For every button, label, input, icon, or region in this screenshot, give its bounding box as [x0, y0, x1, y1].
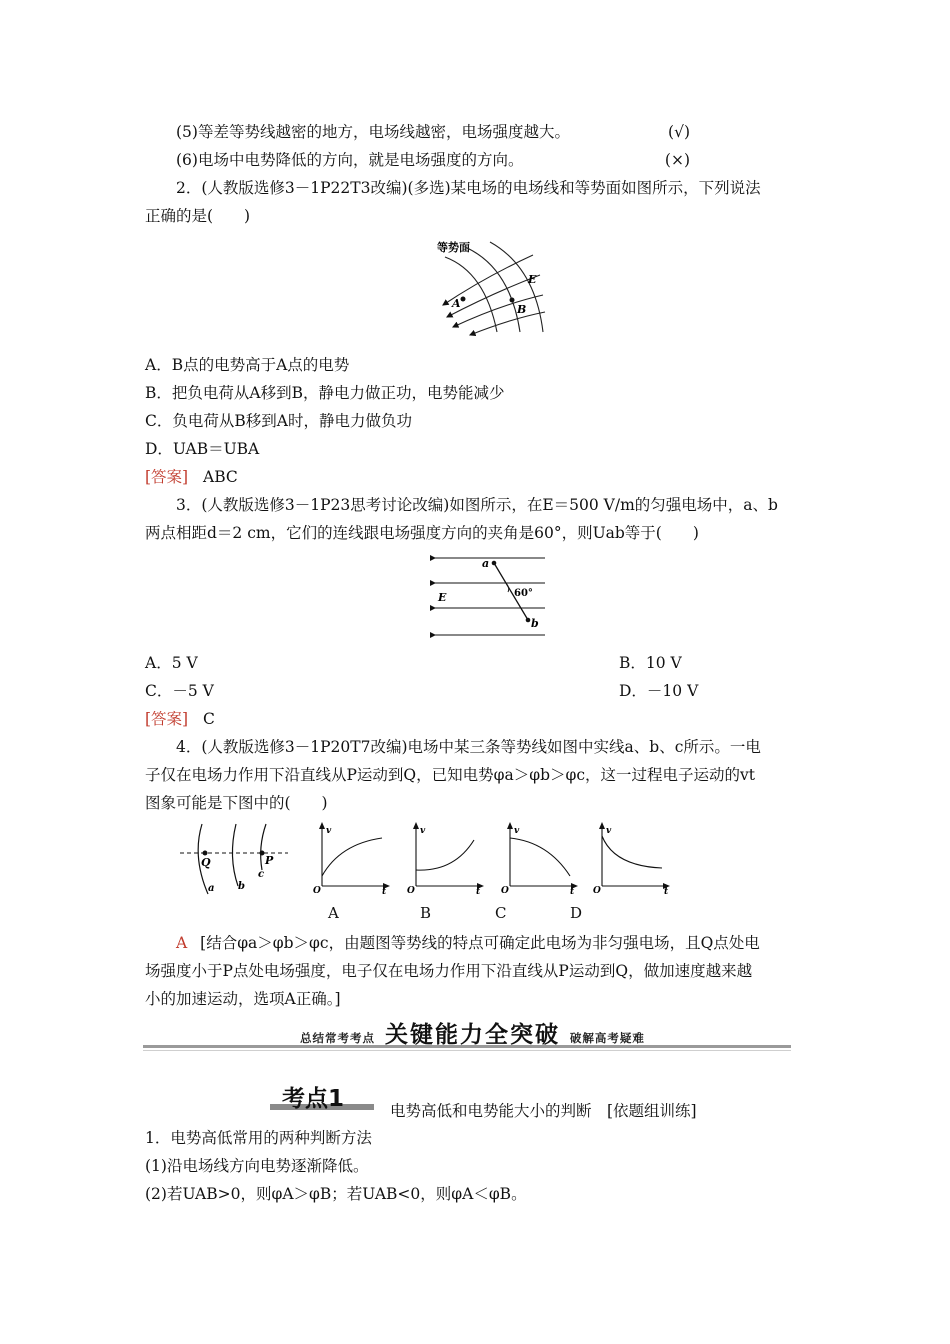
- axis-v: v: [420, 826, 426, 836]
- kaodian-tag: [270, 1080, 374, 1110]
- q2-option-b: B．把负电荷从A移到B，静电力做正功，电势能减少: [145, 384, 505, 402]
- label-E: E: [528, 273, 537, 286]
- q4-stem-line1: 4．(人教版选修3－1P20T7改编)电场中某三条等势线如图中实线a、b、c所示。一电: [176, 738, 761, 756]
- statement-6: (6)电场中电势降低的方向，就是电场强度的方向。 (×): [176, 151, 690, 169]
- q3-option-c: C．－5 V: [145, 682, 214, 700]
- q3-answer: [145, 708, 805, 730]
- label-c: c: [258, 869, 265, 880]
- q3-uniform-field-figure: [430, 550, 550, 642]
- section-p3: (2)若UAB>0，则φA＞φB；若UAB<0，则φA＜φB。: [145, 1185, 527, 1203]
- axis-o: O: [501, 886, 509, 895]
- label-equipotential: 等势面: [437, 241, 470, 254]
- vt-graph-b: [404, 820, 484, 895]
- q3-option-d: D．－10 V: [619, 682, 699, 700]
- vt-graph-c: [498, 820, 578, 895]
- axis-t: t: [476, 887, 481, 895]
- graph-label-a: A: [328, 904, 339, 922]
- q3-option-b: B．10 V: [619, 654, 682, 672]
- graph-label-d: D: [570, 904, 583, 922]
- answer-tag: [答案]: [145, 468, 189, 486]
- q4-stem-line2: 子仅在电场力作用下沿直线从P运动到Q，已知电势φa＞φb＞φc，这一过程电子运动的vt: [145, 766, 756, 784]
- axis-v: v: [514, 826, 520, 836]
- q2-option-d: D．UAB＝UBA: [145, 440, 260, 458]
- graph-label-c: C: [495, 904, 507, 922]
- q3-stem-line1: 3．(人教版选修3－1P23思考讨论改编)如图所示，在E＝500 V/m的匀强电场中，a、b: [176, 496, 778, 514]
- q2-option-a: A．B点的电势高于A点的电势: [145, 356, 350, 374]
- banner-right: 破解高考疑难: [569, 1031, 645, 1045]
- section-p2: (1)沿电场线方向电势逐渐降低。: [145, 1157, 369, 1175]
- q4-equipotential-figure: [178, 822, 290, 897]
- section-p1: 1．电势高低常用的两种判断方法: [145, 1129, 372, 1147]
- label-E: E: [438, 591, 447, 604]
- section-banner: [300, 1016, 645, 1049]
- label-b: b: [238, 881, 245, 892]
- vt-graph-d: [590, 820, 672, 895]
- label-angle: 60°: [514, 588, 533, 599]
- q2-field-figure: [425, 237, 550, 337]
- q3-stem-line2: 两点相距d＝2 cm，它们的连线跟电场强度方向的夹角是60°，则Uab等于( ): [145, 524, 699, 542]
- section-title: 电势高低和电势能大小的判断 [依题组训练]: [390, 1102, 697, 1120]
- q2-stem-line1: 2．(人教版选修3－1P22T3改编)(多选)某电场的电场线和等势面如图所示，下列说法: [176, 179, 761, 197]
- banner-main: 关键能力全突破: [384, 1022, 560, 1048]
- q4-solution-line3: 小的加速运动，选项A正确。]: [145, 990, 341, 1008]
- banner-left: 总结常考考点: [300, 1031, 375, 1045]
- statement-5: (5)等差等势线越密的地方，电场线越密，电场强度越大。 (√): [176, 123, 690, 141]
- label-a: a: [482, 557, 490, 570]
- kaodian-tag-text: 考点1: [282, 1086, 345, 1112]
- label-a: a: [208, 883, 215, 894]
- axis-v: v: [326, 826, 332, 836]
- q3-options-row2: [145, 680, 805, 702]
- q4-stem-line3: 图象可能是下图中的( ): [145, 794, 328, 812]
- label-Q: Q: [201, 856, 211, 869]
- axis-t: t: [664, 887, 669, 895]
- q3-option-a: A．5 V: [145, 654, 198, 672]
- solution-letter: A: [176, 934, 188, 952]
- axis-t: t: [570, 887, 575, 895]
- mark-cross: (×): [664, 151, 690, 169]
- answer-tag: [答案]: [145, 710, 189, 728]
- answer-value: ABC: [203, 468, 238, 486]
- q2-option-c: C．负电荷从B移到A时，静电力做负功: [145, 412, 412, 430]
- label-B: B: [517, 303, 527, 316]
- banner-divider-thin: [143, 1050, 791, 1051]
- axis-o: O: [593, 886, 601, 895]
- q4-solution-line2: 场强度小于P点处电场强度，电子仅在电场力作用下沿直线从P运动到Q，做加速度越来越: [145, 962, 753, 980]
- axis-o: O: [407, 886, 415, 895]
- label-A: A: [452, 297, 461, 310]
- graph-label-b: B: [420, 904, 432, 922]
- axis-v: v: [606, 826, 612, 836]
- axis-o: O: [313, 886, 321, 895]
- q3-options-row1: [145, 652, 805, 674]
- answer-value: C: [203, 710, 215, 728]
- mark-check: (√): [668, 123, 690, 141]
- axis-t: t: [382, 887, 387, 895]
- q2-stem-line2: 正确的是( ): [145, 207, 251, 225]
- q2-answer: [145, 466, 805, 488]
- q4-solution-line1: A [结合φa＞φb＞φc，由题图等势线的特点可确定此电场为非匀强电场，且Q点处电: [176, 934, 760, 952]
- vt-graph-a: [310, 820, 390, 895]
- label-P: P: [265, 854, 274, 867]
- label-b: b: [531, 617, 539, 630]
